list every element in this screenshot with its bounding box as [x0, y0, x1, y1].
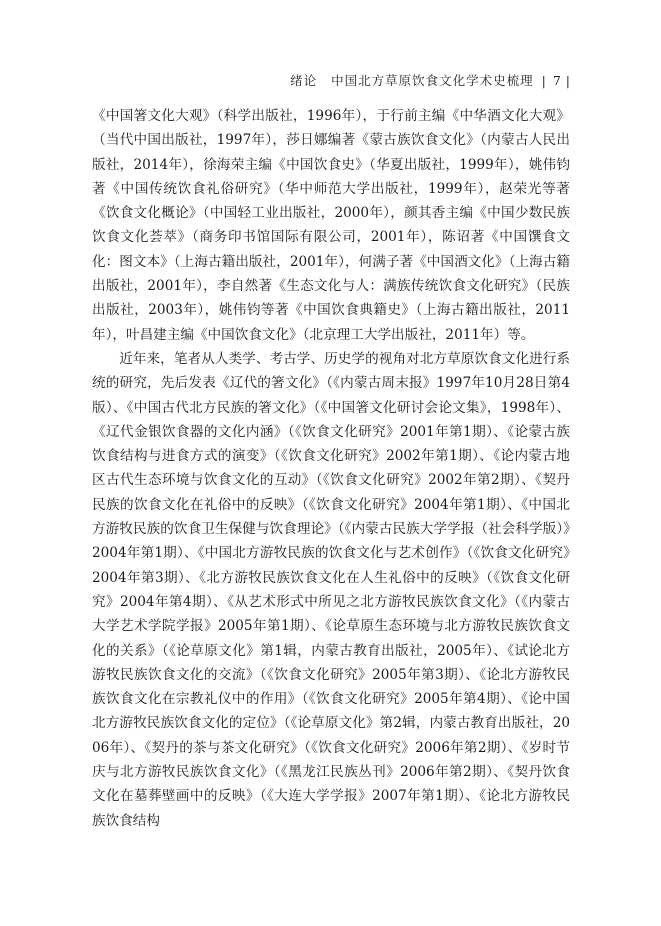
paragraph-2: 近年来，笔者从人类学、考古学、历史学的视角对北方草原饮食文化进行系统的研究，先后发表《辽代的箸文化》（《内蒙古周末报》1997年10月28日第4版）、《中国古代北方民族的箸文化》（《中国箸文化研讨会论文集》，1998年）、《辽代金银饮食器的文化内涵》（《饮食文化研究》2001年第1期）、《论蒙古族饮食结构与进食方式的演变》（《饮食文化研究》2002年第1期）、《论内蒙古地区古代生态环境与饮食文化的互动》（《饮食文化研究》2002年第2期）、《契丹民族的饮食文化在礼俗中的反映》（《饮食文化研究》2004年第1期）、《中国北方游牧民族的饮食卫生保健与饮食理论》（《内蒙古民族大学学报（社会科学版）》2004年第1期）、《中国北方游牧民族的饮食文化与艺术创作》（《饮食文化研究》2004年第3期）、《北方游牧民族饮食文化在人生礼俗中的反映》（《饮食文化研究》2004年第4期）、《从艺术形式中所见之北方游牧民族饮食文化》（《内蒙古大学艺术学院学报》2005年第1期）、《论草原生态环境与北方游牧民族饮食文化的关系》（《论草原文化》第1辑，内蒙古教育出版社，2005年）、《试论北方游牧民族饮食文化的交流》（《饮食文化研究》2005年第3期）、《论北方游牧民族饮食文化在宗教礼仪中的作用》（《饮食文化研究》2005年第4期）、《论中国北方游牧民族饮食文化的定位》（《论草原文化》第2辑，内蒙古教育出版社，2006年）、《契丹的茶与茶文化研究》（《饮食文化研究》2006年第2期）、《岁时节庆与北方游牧民族饮食文化》（《黑龙江民族丛刊》2006年第2期）、《契丹饮食文化在墓葬壁画中的反映》（《大连大学学报》2007年第1期）、《论北方游牧民族饮食结构	[92, 350, 570, 829]
paragraph-1: 《中国箸文化大观》（科学出版社，1996年），于行前主编《中华酒文化大观》（当代中国出版社，1997年），莎日娜编著《蒙古族饮食文化》（内蒙古人民出版社，2014年），徐海荣主编《中国饮食史》（华夏出版社，1999年），姚伟钧著《中国传统饮食礼俗研究》（华中师范大学出版社，1999年），赵荣光等著《饮食文化概论》（中国轻工业出版社，2000年），颜其香主编《中国少数民族饮食文化荟萃》（商务印书馆国际有限公司，2001年），陈诏著《中国馔食文化：图文本》（上海古籍出版社，2001年），何满子著《中国酒文化》（上海古籍出版社，2001年），李自然著《生态文化与人：满族传统饮食文化研究》（民族出版社，2003年），姚伟钧等著《中国饮食典籍史》（上海古籍出版社，2011年），叶昌建主编《中国饮食文化》（北京理工大学出版社，2011年）等。	[92, 108, 570, 343]
header-separator-end: |	[565, 73, 571, 88]
header-separator: |	[541, 73, 547, 88]
header-section: 绪论	[290, 73, 318, 88]
running-header	[290, 71, 571, 89]
page-number: 7	[552, 73, 562, 88]
body-text	[92, 104, 570, 833]
header-title: 中国北方草原饮食文化学术史梳理	[331, 73, 534, 88]
